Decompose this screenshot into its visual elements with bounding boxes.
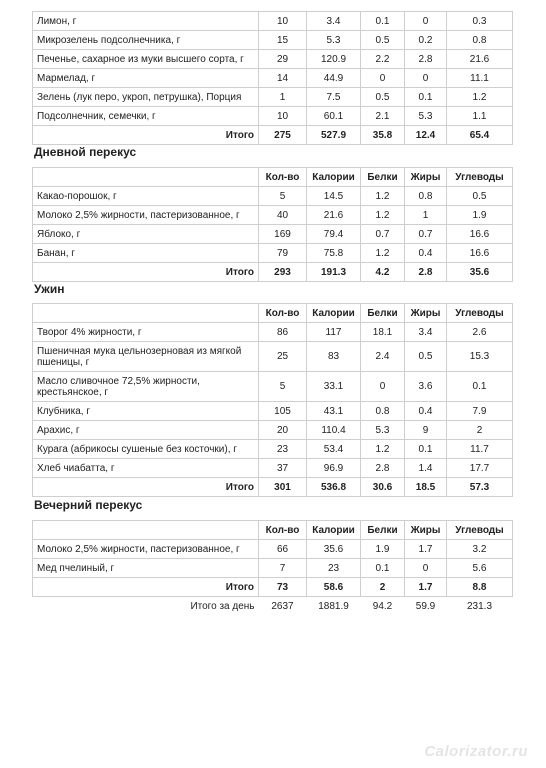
food-value: 1 — [405, 206, 447, 225]
food-value: 7.5 — [307, 88, 361, 107]
food-value: 18.1 — [361, 323, 405, 342]
food-value: 2.1 — [361, 107, 405, 126]
total-value: 73 — [259, 578, 307, 597]
food-value: 1.2 — [447, 88, 513, 107]
food-value: 1.9 — [447, 206, 513, 225]
table-row — [33, 559, 513, 578]
header-row — [33, 304, 513, 323]
watermark: Calorizator.ru — [424, 743, 528, 760]
food-value: 105 — [259, 402, 307, 421]
food-value: 79.4 — [307, 225, 361, 244]
food-value: 0.8 — [405, 187, 447, 206]
total-value: 18.5 — [405, 478, 447, 497]
food-value: 9 — [405, 421, 447, 440]
food-value: 3.2 — [447, 540, 513, 559]
food-value: 1 — [259, 88, 307, 107]
food-name: Печенье, сахарное из муки высшего сорта, г — [33, 50, 259, 69]
food-value: 11.1 — [447, 69, 513, 88]
total-row — [33, 578, 513, 597]
food-value: 40 — [259, 206, 307, 225]
table-row — [33, 50, 513, 69]
column-header: Белки — [361, 168, 405, 187]
food-value: 5 — [259, 372, 307, 402]
total-value: 275 — [259, 126, 307, 145]
food-value: 0.3 — [447, 12, 513, 31]
grand-total-value: 2637 — [271, 600, 294, 612]
grand-total-value: 94.2 — [372, 600, 393, 612]
food-name: Масло сливочное 72,5% жирности, крестьянское, г — [33, 372, 259, 402]
food-value: 2 — [447, 421, 513, 440]
total-value: 35.8 — [361, 126, 405, 145]
food-value: 60.1 — [307, 107, 361, 126]
food-value: 20 — [259, 421, 307, 440]
column-header: Кол-во — [259, 521, 307, 540]
section-title-day-snack: Дневной перекус — [34, 145, 137, 159]
table-row — [33, 31, 513, 50]
food-value: 120.9 — [307, 50, 361, 69]
food-name: Зелень (лук перо, укроп, петрушка), Порция — [33, 88, 259, 107]
total-row — [33, 263, 513, 282]
food-name: Банан, г — [33, 244, 259, 263]
food-value: 7.9 — [447, 402, 513, 421]
food-value: 1.7 — [405, 540, 447, 559]
food-value: 23 — [259, 440, 307, 459]
food-value: 0.2 — [405, 31, 447, 50]
food-value: 1.2 — [361, 206, 405, 225]
food-name: Лимон, г — [33, 12, 259, 31]
food-name: Клубника, г — [33, 402, 259, 421]
food-value: 66 — [259, 540, 307, 559]
table-row — [33, 342, 513, 372]
food-value: 5.6 — [447, 559, 513, 578]
food-value: 86 — [259, 323, 307, 342]
food-value: 75.8 — [307, 244, 361, 263]
table-row — [33, 372, 513, 402]
column-header: Калории — [307, 304, 361, 323]
top-meal-table — [32, 11, 513, 145]
total-label: Итого — [33, 263, 259, 282]
food-value: 16.6 — [447, 225, 513, 244]
food-name: Хлеб чиабатта, г — [33, 459, 259, 478]
food-name: Яблоко, г — [33, 225, 259, 244]
column-header: Углеводы — [447, 521, 513, 540]
food-value: 0.4 — [405, 402, 447, 421]
food-value: 5 — [259, 187, 307, 206]
food-value: 3.4 — [307, 12, 361, 31]
table-row — [33, 69, 513, 88]
food-value: 0 — [361, 69, 405, 88]
table-row — [33, 459, 513, 478]
food-value: 17.7 — [447, 459, 513, 478]
food-value: 0.7 — [405, 225, 447, 244]
food-value: 0.5 — [361, 88, 405, 107]
food-value: 10 — [259, 12, 307, 31]
table-row — [33, 88, 513, 107]
total-value: 2.8 — [405, 263, 447, 282]
food-value: 37 — [259, 459, 307, 478]
table-row — [33, 402, 513, 421]
food-value: 15 — [259, 31, 307, 50]
food-name: Подсолнечник, семечки, г — [33, 107, 259, 126]
food-value: 1.4 — [405, 459, 447, 478]
section-title-dinner: Ужин — [34, 282, 65, 296]
food-value: 3.4 — [405, 323, 447, 342]
food-value: 0 — [405, 69, 447, 88]
total-row — [33, 126, 513, 145]
table-row — [33, 225, 513, 244]
food-name: Творог 4% жирности, г — [33, 323, 259, 342]
total-value: 4.2 — [361, 263, 405, 282]
column-header: Калории — [307, 521, 361, 540]
food-value: 83 — [307, 342, 361, 372]
food-value: 10 — [259, 107, 307, 126]
total-value: 8.8 — [447, 578, 513, 597]
total-value: 191.3 — [307, 263, 361, 282]
grand-total-value: 231.3 — [466, 600, 493, 612]
food-value: 29 — [259, 50, 307, 69]
grand-total-value: 59.9 — [415, 600, 436, 612]
table-row — [33, 540, 513, 559]
food-value: 43.1 — [307, 402, 361, 421]
food-name: Какао-порошок, г — [33, 187, 259, 206]
food-value: 35.6 — [307, 540, 361, 559]
table-row — [33, 244, 513, 263]
food-value: 14.5 — [307, 187, 361, 206]
food-value: 0 — [405, 12, 447, 31]
food-value: 0.8 — [447, 31, 513, 50]
total-value: 35.6 — [447, 263, 513, 282]
food-value: 3.6 — [405, 372, 447, 402]
food-name: Мармелад, г — [33, 69, 259, 88]
food-value: 5.3 — [405, 107, 447, 126]
food-name: Мед пчелиный, г — [33, 559, 259, 578]
column-header: Кол-во — [259, 168, 307, 187]
food-value: 0.1 — [405, 88, 447, 107]
grand-total-label: Итого за день — [190, 600, 255, 612]
grand-total-value: 1881.9 — [318, 600, 349, 612]
total-value: 293 — [259, 263, 307, 282]
food-value: 117 — [307, 323, 361, 342]
food-value: 0.4 — [405, 244, 447, 263]
table-row — [33, 187, 513, 206]
total-value: 2 — [361, 578, 405, 597]
food-value: 169 — [259, 225, 307, 244]
food-value: 0.5 — [447, 187, 513, 206]
total-value: 1.7 — [405, 578, 447, 597]
food-value: 0.1 — [447, 372, 513, 402]
column-header: Кол-во — [259, 304, 307, 323]
food-value: 21.6 — [307, 206, 361, 225]
food-value: 96.9 — [307, 459, 361, 478]
header-empty-cell — [33, 168, 259, 187]
food-value: 79 — [259, 244, 307, 263]
food-value: 0.7 — [361, 225, 405, 244]
table-row — [33, 440, 513, 459]
food-value: 23 — [307, 559, 361, 578]
total-value: 30.6 — [361, 478, 405, 497]
food-value: 0.5 — [361, 31, 405, 50]
column-header: Белки — [361, 521, 405, 540]
total-value: 536.8 — [307, 478, 361, 497]
total-label: Итого — [33, 478, 259, 497]
food-value: 1.2 — [361, 244, 405, 263]
evening-snack-table — [32, 520, 513, 615]
total-row — [33, 478, 513, 497]
food-name: Арахис, г — [33, 421, 259, 440]
day-snack-table — [32, 167, 513, 282]
food-value: 25 — [259, 342, 307, 372]
food-value: 0 — [405, 559, 447, 578]
column-header: Углеводы — [447, 168, 513, 187]
food-name: Молоко 2,5% жирности, пастеризованное, г — [33, 206, 259, 225]
food-value: 15.3 — [447, 342, 513, 372]
food-value: 2.6 — [447, 323, 513, 342]
food-value: 7 — [259, 559, 307, 578]
food-value: 1.1 — [447, 107, 513, 126]
table-row — [33, 12, 513, 31]
grand-total-row — [33, 597, 513, 616]
food-value: 0.1 — [405, 440, 447, 459]
food-value: 1.2 — [361, 440, 405, 459]
food-value: 1.2 — [361, 187, 405, 206]
food-name: Молоко 2,5% жирности, пастеризованное, г — [33, 540, 259, 559]
food-value: 33.1 — [307, 372, 361, 402]
food-value: 16.6 — [447, 244, 513, 263]
food-value: 44.9 — [307, 69, 361, 88]
food-value: 0.1 — [361, 559, 405, 578]
column-header: Углеводы — [447, 304, 513, 323]
food-value: 0 — [361, 372, 405, 402]
column-header: Жиры — [405, 521, 447, 540]
table-row — [33, 323, 513, 342]
food-name: Микрозелень подсолнечника, г — [33, 31, 259, 50]
food-value: 11.7 — [447, 440, 513, 459]
food-value: 14 — [259, 69, 307, 88]
total-label: Итого — [33, 578, 259, 597]
total-value: 58.6 — [307, 578, 361, 597]
total-value: 57.3 — [447, 478, 513, 497]
food-value: 2.4 — [361, 342, 405, 372]
food-value: 110.4 — [307, 421, 361, 440]
food-value: 21.6 — [447, 50, 513, 69]
total-value: 527.9 — [307, 126, 361, 145]
food-value: 0.1 — [361, 12, 405, 31]
total-label: Итого — [33, 126, 259, 145]
section-title-evening-snack: Вечерний перекус — [34, 498, 143, 512]
food-value: 5.3 — [361, 421, 405, 440]
food-value: 0.5 — [405, 342, 447, 372]
header-row — [33, 168, 513, 187]
header-row — [33, 521, 513, 540]
column-header: Жиры — [405, 304, 447, 323]
total-value: 301 — [259, 478, 307, 497]
column-header: Жиры — [405, 168, 447, 187]
total-value: 65.4 — [447, 126, 513, 145]
table-row — [33, 206, 513, 225]
table-row — [33, 107, 513, 126]
food-name: Курага (абрикосы сушеные без косточки), г — [33, 440, 259, 459]
food-value: 2.8 — [405, 50, 447, 69]
food-value: 2.8 — [361, 459, 405, 478]
food-value: 1.9 — [361, 540, 405, 559]
header-empty-cell — [33, 304, 259, 323]
column-header: Белки — [361, 304, 405, 323]
total-value: 12.4 — [405, 126, 447, 145]
header-empty-cell — [33, 521, 259, 540]
food-value: 2.2 — [361, 50, 405, 69]
table-row — [33, 421, 513, 440]
food-name: Пшеничная мука цельнозерновая из мягкой пшеницы, г — [33, 342, 259, 372]
food-value: 5.3 — [307, 31, 361, 50]
dinner-table — [32, 303, 513, 497]
food-value: 53.4 — [307, 440, 361, 459]
column-header: Калории — [307, 168, 361, 187]
food-value: 0.8 — [361, 402, 405, 421]
